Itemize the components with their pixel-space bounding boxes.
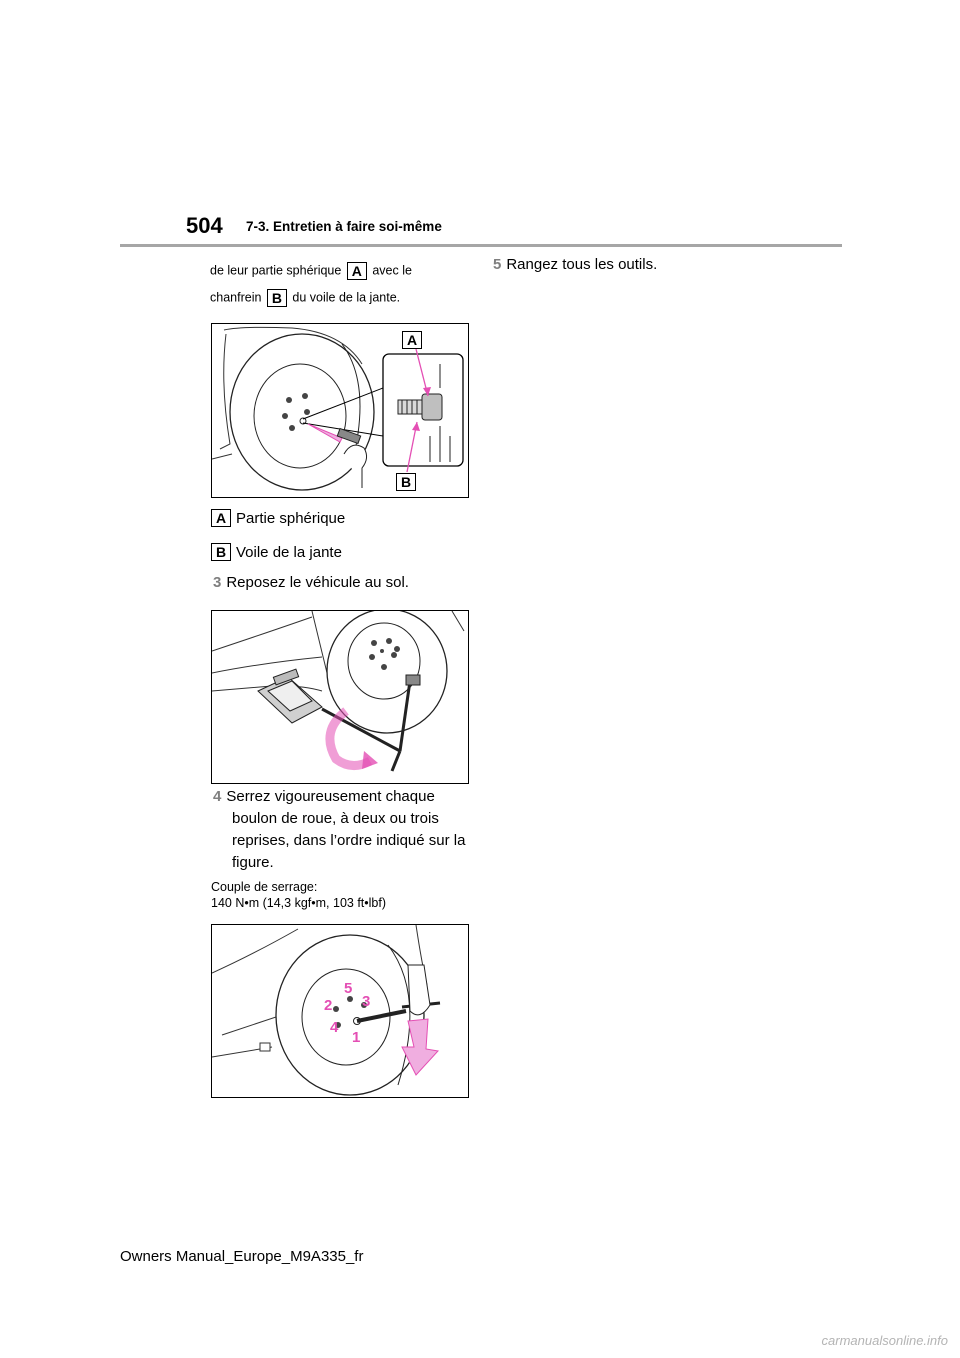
- step-text: reprises, dans l’ordre indiqué sur la: [232, 832, 466, 849]
- step-text: figure.: [232, 854, 274, 871]
- legend-key: B: [211, 543, 231, 561]
- wheel-nut-illustration: [212, 324, 468, 497]
- intro-text: avec le: [372, 263, 412, 278]
- page-number: 504: [186, 213, 223, 238]
- step-number: 4: [213, 788, 222, 805]
- legend-item-a: [211, 509, 345, 527]
- legend-text: Partie sphérique: [236, 509, 346, 527]
- step-text: Reposez le véhicule au sol.: [226, 574, 409, 591]
- header-rule: [120, 244, 842, 247]
- order-number-4: 4: [330, 1019, 339, 1036]
- torque-label: Couple de serrage:: [211, 880, 318, 894]
- order-number-5: 5: [344, 980, 353, 997]
- order-number-1: 1: [352, 1029, 361, 1046]
- step-3: [213, 572, 409, 594]
- legend-key: A: [211, 509, 231, 527]
- step-4: [213, 786, 465, 874]
- legend-text: Voile de la jante: [236, 543, 342, 561]
- watermark: carmanualsonline.info: [821, 1333, 948, 1348]
- step-text: Serrez vigoureusement chaque: [226, 788, 435, 805]
- step-number: 5: [493, 256, 502, 273]
- intro-text: du voile de la jante.: [292, 290, 401, 305]
- step-text: Rangez tous les outils.: [506, 256, 658, 273]
- intro-text: de leur partie sphérique: [210, 263, 342, 278]
- figure-tightening-order: [211, 924, 469, 1098]
- label-b-inline: B: [267, 289, 287, 307]
- footer-doc-id: Owners Manual_Europe_M9A335_fr: [120, 1248, 364, 1265]
- torque-value: 140 N•m (14,3 kgf•m, 103 ft•lbf): [211, 896, 387, 910]
- legend-item-b: [211, 543, 342, 561]
- torque-spec: [211, 879, 386, 911]
- figure-wheel-nut-detail: [211, 323, 469, 498]
- intro-line-1: [210, 262, 412, 280]
- jack-illustration: [212, 611, 468, 783]
- intro-text: chanfrein: [210, 290, 262, 305]
- step-5: [493, 254, 657, 276]
- order-number-3: 3: [362, 993, 371, 1010]
- label-a-inline: A: [347, 262, 367, 280]
- step-number: 3: [213, 574, 222, 591]
- figure-lower-vehicle: [211, 610, 469, 784]
- callout-b: B: [396, 473, 416, 491]
- step-text: boulon de roue, à deux ou trois: [232, 810, 439, 827]
- callout-a: A: [402, 331, 422, 349]
- tightening-order-illustration: [212, 925, 468, 1097]
- order-number-2: 2: [324, 997, 333, 1014]
- intro-line-2: [210, 289, 400, 307]
- section-title: 7-3. Entretien à faire soi-même: [246, 219, 442, 234]
